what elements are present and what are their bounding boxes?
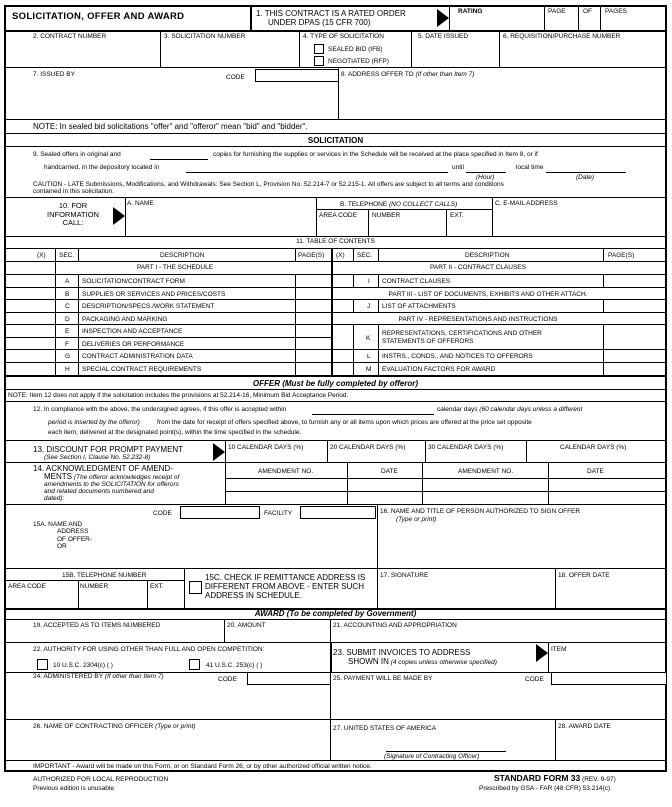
standard-form-label: STANDARD FORM 33 (REV. 9-97) (494, 773, 616, 783)
caution-text: CAUTION - LATE Submissions, Modifications, and Withdrawals: See Section L, Provision No. 52.214-7 or 52.215-1. All offers are subject to all terms and conditions (33, 181, 504, 188)
item12-a: 12. In compliance with the above, the undersigned agrees, if this offer is accepted within (33, 406, 287, 413)
previous-edition-text: Previous edition is unusable (33, 785, 114, 792)
telephone-label: B. TELEPHONE (NO COLLECT CALLS) (340, 201, 458, 208)
toc-col-desc: DESCRIPTION (160, 252, 205, 259)
usa-label: 27. UNITED STATES OF AMERICA (333, 725, 437, 732)
admin-code-label: CODE (218, 676, 237, 683)
days20-label: 20 CALENDAR DAYS (%) (330, 444, 406, 451)
toc-col-pages: PAGE(S) (298, 252, 325, 259)
toc-sec-j: J (367, 303, 371, 310)
amend-date-label: DATE (587, 468, 604, 475)
ack-note-4: dated): (44, 495, 65, 502)
item9-line1a: 9. Sealed offers in original and (33, 151, 121, 158)
item-label: ITEM (551, 646, 567, 653)
address-offer-label: 8. ADDRESS OFFER TO (If other than Item 7) (341, 71, 475, 78)
toc-part2: PART II - CONTRACT CLAUSES (430, 264, 526, 271)
signature-label: 17. SIGNATURE (380, 572, 429, 579)
toc-sec: C (65, 303, 70, 310)
info-call-label: 10. FOR INFORMATION CALL: (47, 201, 99, 228)
usc-253-checkbox[interactable] (189, 659, 200, 670)
toc-reps-1: REPRESENTATIONS, CERTIFICATIONS AND OTHER (382, 330, 542, 337)
toc-desc: INSPECTION AND ACCEPTANCE (82, 328, 183, 335)
accepted-label: 19. ACCEPTED AS TO ITEMS NUMBERED (33, 622, 161, 629)
toc-desc: SPECIAL CONTRACT REQUIREMENTS (82, 366, 202, 373)
email-label: C. E-MAIL ADDRESS (495, 200, 558, 207)
toc-part4: PART IV - REPRESENTATIONS AND INSTRUCTIONS (398, 316, 558, 323)
toc-eval: EVALUATION FACTORS FOR AWARD (382, 366, 496, 373)
toc-instrs: INSTRS., CONDS., AND NOTICES TO OFFERORS (382, 353, 533, 360)
signer-label: 16. NAME AND TITLE OF PERSON AUTHORIZED TO SIGN OFFER (380, 508, 581, 515)
negotiated-checkbox[interactable] (314, 56, 324, 66)
number-15b: NUMBER (80, 583, 109, 590)
usc-253-label: 41 U.S.C. 253(c) ( ) (206, 662, 263, 669)
offer-heading: OFFER (Must be fully completed by offeror) (252, 379, 419, 388)
solicitation-number-label: 3. SOLICITATION NUMBER (164, 33, 246, 40)
contract-number-label: 2. CONTRACT NUMBER (33, 33, 107, 40)
payment-label: 25. PAYMENT WILL BE MADE BY (333, 675, 433, 682)
toc-heading: 11. TABLE OF CONTENTS (296, 238, 375, 245)
depository-field[interactable] (186, 172, 448, 173)
hour-field[interactable] (466, 172, 506, 173)
administered-label: 24. ADMINISTERED BY (If other than Item 7) (33, 673, 164, 680)
calendar-days-field[interactable] (312, 414, 434, 415)
arrow-icon (213, 443, 225, 461)
arrow-icon (113, 207, 125, 225)
item12-d: period is inserted by the offeror) (48, 419, 140, 426)
issued-by-label: 7. ISSUED BY (33, 71, 75, 78)
date-caption: (Date) (576, 174, 595, 181)
negotiated-label: NEGOTIATED (RFP) (328, 58, 389, 65)
name-label: A. NAME (127, 200, 154, 207)
item12-f: each item, delivered at the designated point(s), within the time specified in the schedule. (48, 429, 302, 436)
ack-note-3: and related documents numbered and (44, 488, 154, 495)
toc-sec: B (65, 291, 70, 298)
days10-label: 10 CALENDAR DAYS (%) (228, 444, 304, 451)
toc-sec: F (65, 341, 69, 348)
toc-part1: PART I - THE SCHEDULE (136, 264, 214, 271)
toc-sec: D (65, 316, 70, 323)
issued-by-code-field[interactable] (255, 69, 339, 82)
prescribed-text: Prescribed by GSA - FAR (48 CFR) 53.214(c) (479, 785, 611, 792)
toc-desc: DESCRIPTION/SPECS./WORK STATEMENT (82, 303, 215, 310)
toc-part3: PART III - LIST OF DOCUMENTS, EXHIBITS AND OTHER ATTACH. (388, 291, 588, 298)
ext-label: EXT. (450, 212, 464, 219)
usc-2304-checkbox[interactable] (37, 659, 48, 670)
signer-note: (Type or print) (396, 516, 437, 523)
authority-label: 22. AUTHORITY FOR USING OTHER THAN FULL AND OPEN COMPETITION: (33, 646, 265, 653)
requisition-label: 6. REQUISITION/PURCHASE NUMBER (503, 33, 621, 40)
date-field[interactable] (546, 172, 626, 173)
offeror-code-field[interactable] (180, 506, 260, 519)
sig-officer-caption: (Signature of Contracting Officer) (384, 753, 480, 760)
rated-order-sub: UNDER DPAS (15 CFR 700) (268, 18, 371, 27)
toc-desc: SUPPLIES OR SERVICES AND PRICES/COSTS (82, 291, 226, 298)
toc-col-sec: SEC. (357, 252, 373, 259)
toc-sec: A (65, 278, 70, 285)
caution-text-2: contained in this solicitation. (33, 188, 114, 195)
ack-note-2: amendments to the SOLICITATION for offerors (44, 481, 179, 488)
hour-caption: (Hour) (476, 174, 495, 181)
submit-invoices-label-2: SHOWN IN (4 copies unless otherwise specified) (348, 657, 497, 666)
until-label: until (452, 164, 464, 171)
number-label: NUMBER (372, 212, 401, 219)
toc-col-x: (X) (37, 252, 46, 259)
sealed-bid-label: SEALED BID (IFB) (328, 46, 383, 53)
toc-desc: CONTRACT ADMINISTRATION DATA (82, 353, 193, 360)
arrow-icon (437, 9, 449, 27)
toc-contract-clauses: CONTRACT CLAUSES (382, 278, 451, 285)
facility-label: FACILITY (264, 510, 293, 517)
payment-code-label: CODE (525, 676, 544, 683)
facility-field[interactable] (300, 506, 376, 519)
remittance-checkbox[interactable] (189, 581, 202, 594)
amend-no-label: AMENDMENT NO. (458, 468, 514, 475)
discount-note: (See Section I, Clause No. 52.232-8) (44, 454, 151, 461)
toc-list-attachments: LIST OF ATTACHMENTS (382, 303, 456, 310)
type-of-solicitation-label: 4. TYPE OF SOLICITATION (303, 33, 384, 40)
form-title: SOLICITATION, OFFER AND AWARD (12, 11, 185, 22)
amount-label: 20. AMOUNT (227, 622, 266, 629)
payment-code-field[interactable] (551, 672, 667, 685)
solicitation-heading: SOLICITATION (307, 136, 364, 145)
ext-15b: EXT. (150, 583, 164, 590)
issued-by-code-label: CODE (226, 74, 245, 81)
usc-2304-label: 10 U.S.C. 2304(c) ( ) (53, 662, 113, 669)
item12-e: from the date for receipt of offers specified above, to furnish any or all items upon which prices are offered at the price set opposite (157, 419, 532, 426)
area-code-15b: AREA CODE (8, 583, 46, 590)
code-label: CODE (153, 510, 172, 517)
remit-label: 15C. CHECK IF REMITTANCE ADDRESS IS DIFFERENT FROM ABOVE - ENTER SUCH ADDRESS IN SCHEDULE. (205, 573, 366, 601)
toc-sec-k: K (366, 335, 371, 342)
award-heading: AWARD (To be completed by Government) (254, 609, 417, 618)
date-issued-label: 5. DATE ISSUED (418, 33, 469, 40)
toc-sec-i: I (368, 278, 370, 285)
toc-sec: H (65, 366, 70, 373)
submit-invoices-label: 23. SUBMIT INVOICES TO ADDRESS (333, 648, 471, 657)
toc-desc: SOLICITATION/CONTRACT FORM (82, 278, 185, 285)
toc-desc: PACKAGING AND MARKING (82, 316, 168, 323)
officer-label: 26. NAME OF CONTRACTING OFFICER (Type or print) (33, 723, 196, 730)
rating-label: RATING (458, 8, 483, 15)
ack-label-2: MENTS (The offeror acknowledges receipt of (44, 472, 180, 481)
accounting-label: 21. ACCOUNTING AND APPROPRIATION (333, 622, 457, 629)
tel15b-label: 15B. TELEPHONE NUMBER (62, 572, 147, 579)
local-time-label: local time (516, 164, 544, 171)
toc-col-desc: DESCRIPTION (465, 252, 510, 259)
amend-date-label: DATE (381, 468, 398, 475)
sealed-bid-checkbox[interactable] (314, 44, 324, 54)
admin-code-field[interactable] (247, 672, 331, 685)
award-date-label: 28. AWARD DATE (558, 723, 611, 730)
toc-reps-2: STATEMENTS OF OFFERORS (382, 338, 474, 345)
item12-b: calendar days (60 calendar days unless a different (437, 406, 583, 413)
of-label: OF (583, 8, 593, 15)
area-code-label: AREA CODE (319, 212, 357, 219)
important-note: IMPORTANT - Award will be made on this Form, or on Standard Form 26, or by other authorized official written notice. (33, 763, 372, 770)
offer-date-label: 18. OFFER DATE (558, 572, 610, 579)
days-cal-label: CALENDAR DAYS (%) (560, 444, 627, 451)
discount-label: 13. DISCOUNT FOR PROMPT PAYMENT (33, 445, 184, 454)
sealed-bid-note: NOTE: In sealed bid solicitations "offer" and "offeror" mean "bid" and "bidder". (33, 122, 308, 131)
item9-line2: handcarried, in the depository located in (44, 164, 160, 171)
toc-col-pages: PAGE(S) (608, 252, 635, 259)
pages-label: PAGES (605, 8, 627, 15)
amend-no-label: AMENDMENT NO. (258, 468, 314, 475)
copies-field[interactable] (150, 159, 208, 160)
toc-sec: E (65, 328, 70, 335)
page-label: PAGE (548, 8, 566, 15)
toc-sec-l: L (367, 353, 371, 360)
rated-order-label: 1. THIS CONTRACT IS A RATED ORDER (256, 9, 406, 18)
arrow-icon (536, 644, 548, 662)
toc-desc: DELIVERIES OR PERFORMANCE (82, 341, 185, 348)
note12: NOTE: Item 12 does not apply if the solicitation includes the provisions at 52.214-16, Minimum Bid Acceptance Period. (8, 392, 349, 399)
days30-label: 30 CALENDAR DAYS (%) (428, 444, 504, 451)
ack-label: 14. ACKNOWLEDGMENT OF AMEND- (33, 464, 173, 473)
toc-col-x: (X) (336, 252, 345, 259)
item9-line1b: copies for furnishing the supplies or services in the Schedule will be received at the place specified in Item 8, or if (213, 151, 538, 158)
name-addr-label: 15A. NAME AND ADDRESS OF OFFER- OR (33, 521, 93, 551)
authorized-text: AUTHORIZED FOR LOCAL REPRODUCTION (33, 776, 169, 783)
toc-sec-m: M (366, 366, 372, 373)
toc-sec: G (65, 353, 71, 360)
toc-col-sec: SEC. (59, 252, 75, 259)
